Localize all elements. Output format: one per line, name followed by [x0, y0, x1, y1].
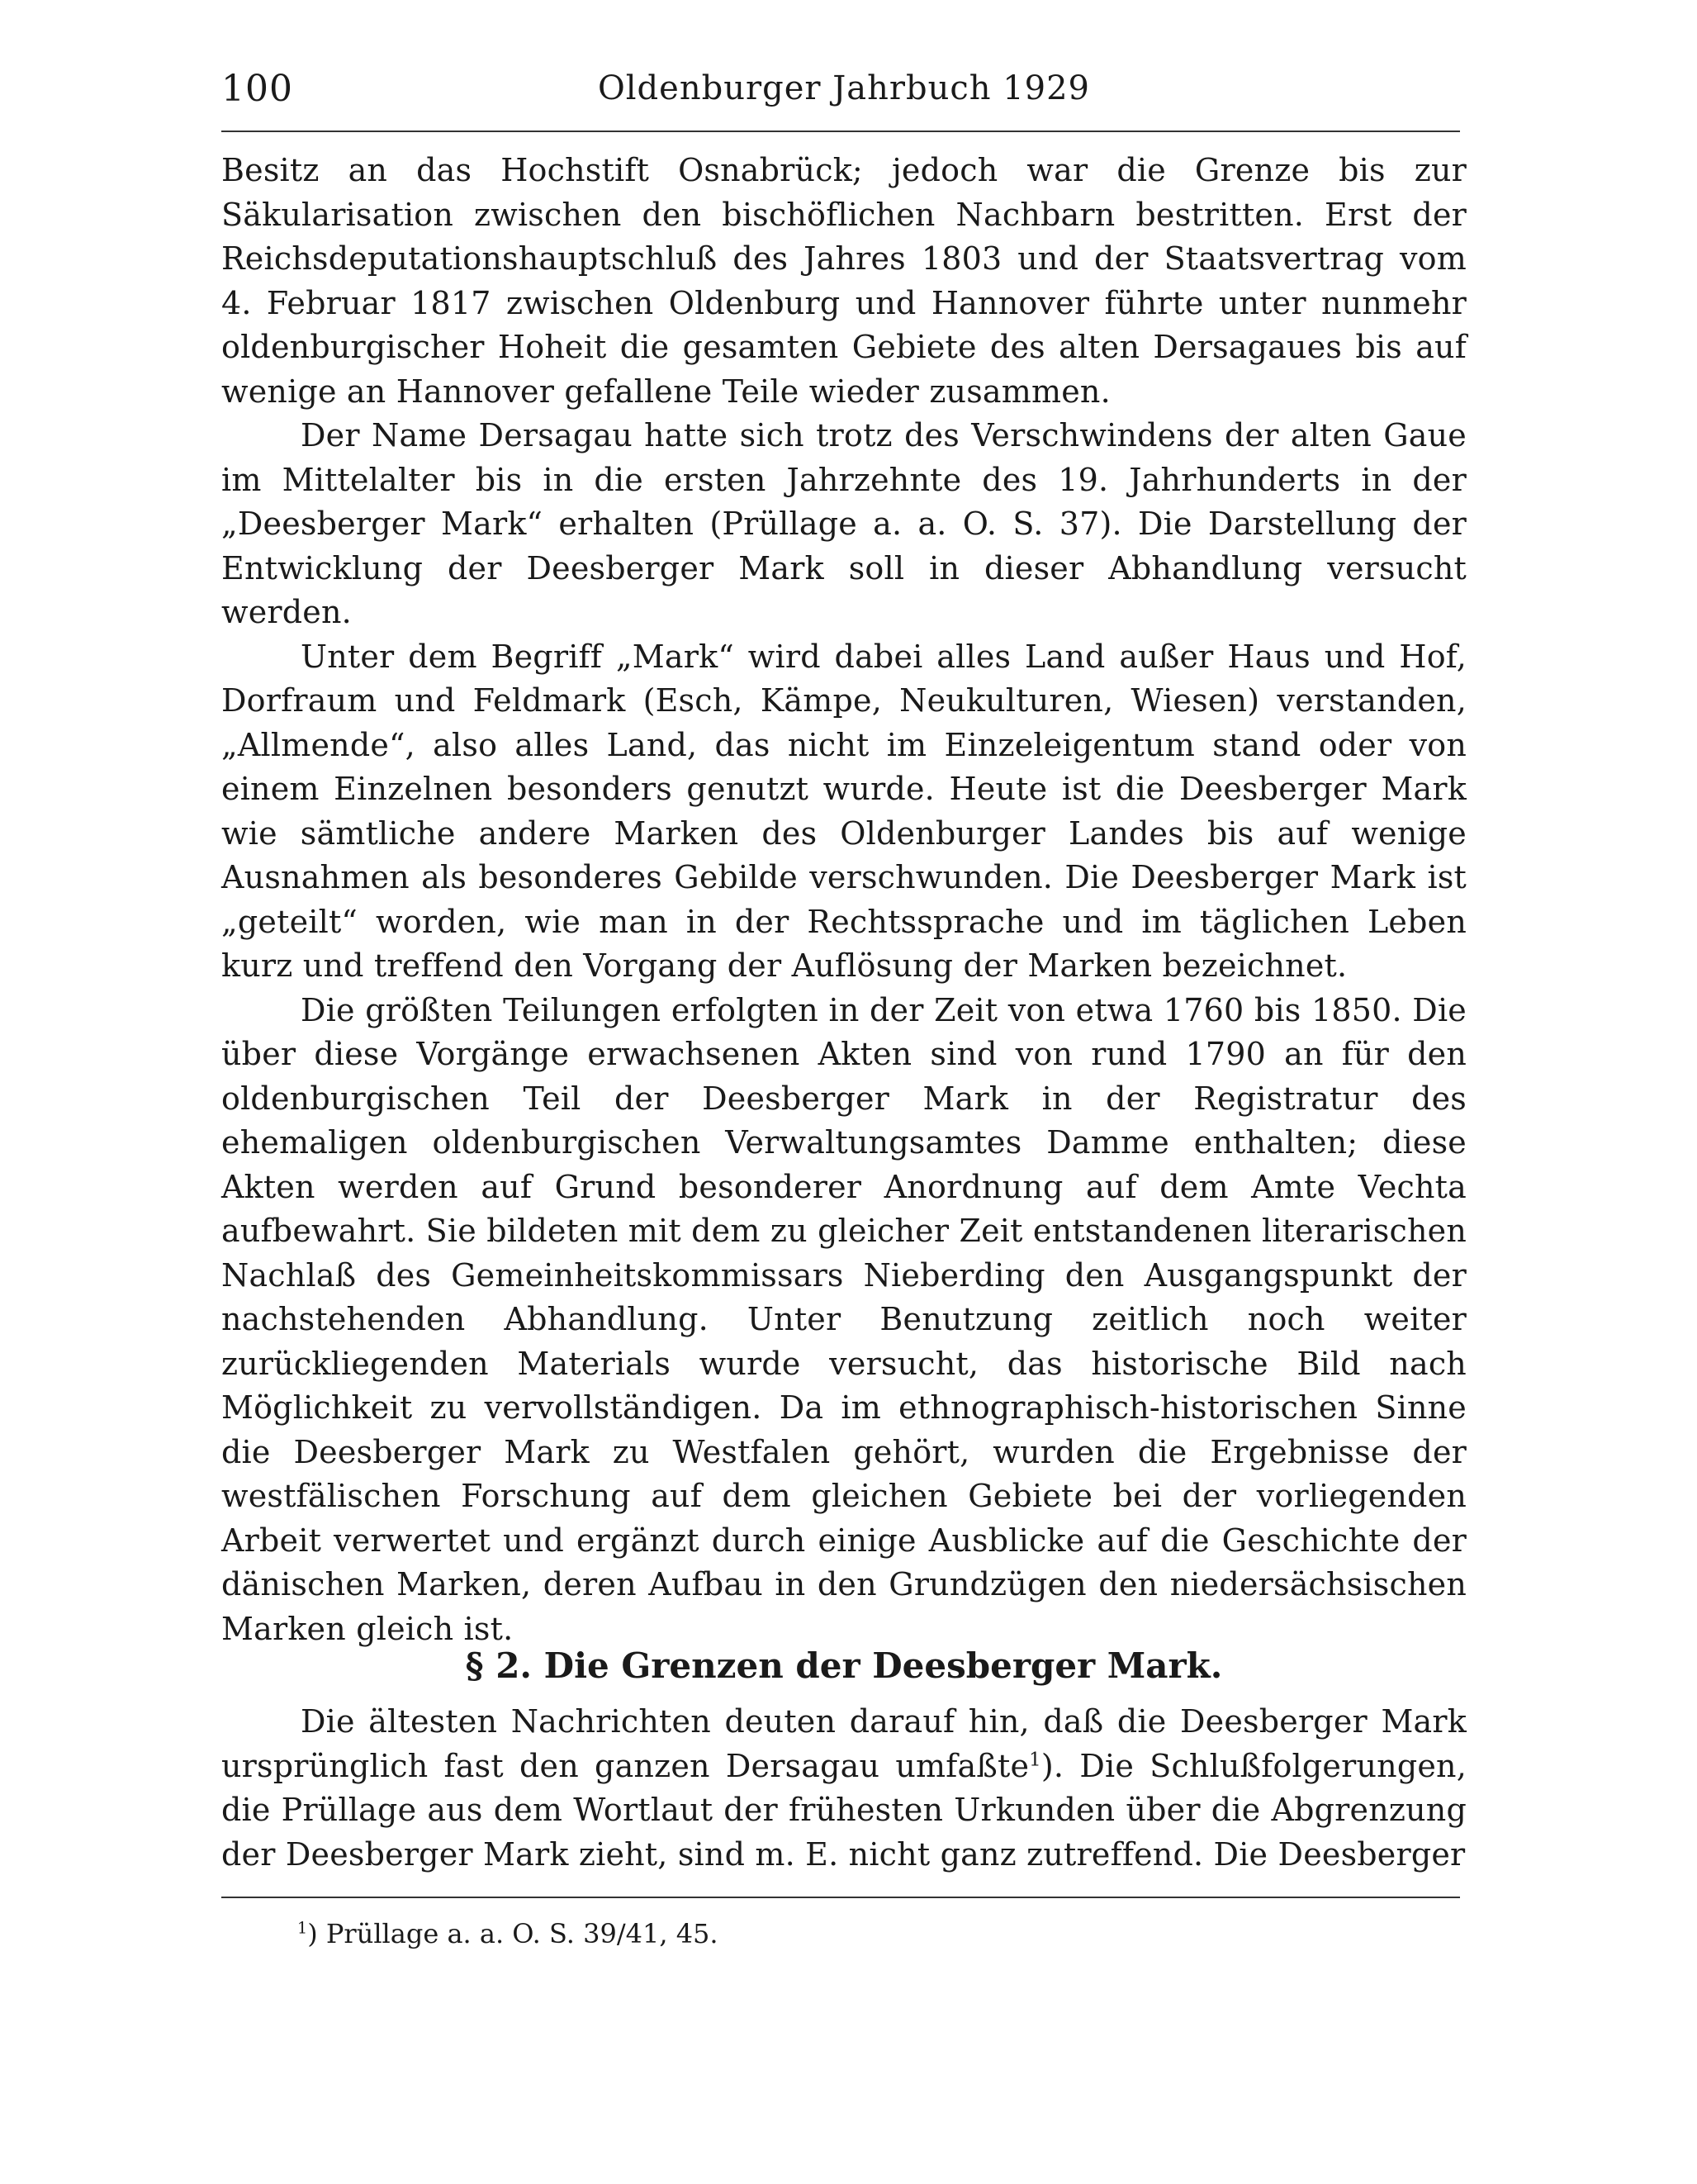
paragraph-2: Der Name Dersagau hatte sich trotz des Verschwindens der alten Gaue im Mittelalter bis in die ersten Jahrzehnte des 19. Jahrhunderts in der „Deesberger Mark“ erhalten (Prüllage a. a. O. S. 37). Die Darstellung der Entwicklung der Deesberger Mark soll in dieser Abhandlung versucht werden. [221, 417, 1467, 630]
body-text [221, 149, 1467, 1651]
page-number: 100 [221, 68, 293, 110]
footnote-marker: 1 [297, 1918, 308, 1938]
paragraph-5-text-a: Die ältesten Nachrichten deuten darauf hin, daß die Deesberger Mark ursprünglich fast den ganzen Dersagau umfaßte [221, 1703, 1467, 1784]
document-page [221, 33, 1467, 2148]
paragraph-3: Unter dem Begriff „Mark“ wird dabei alles Land außer Haus und Hof, Dorfraum und Feldmark (Esch, Kämpe, Neukulturen, Wiesen) verstanden, „Allmende“, also alles Land, das nicht im Einzeleigentum stand oder von einem Einzelnen besonders genutzt wurde. Heute ist die Deesberger Mark wie sämtliche andere Marken des Oldenburger Landes bis auf wenige Ausnahmen als besonderes Gebilde verschwunden. Die Deesberger Mark ist „geteilt“ worden, wie man in der Rechtssprache und im täglichen Leben kurz und treffend den Vorgang der Auflösung der Marken bezeichnet. [221, 638, 1467, 984]
paragraph-1: Besitz an das Hochstift Osnabrück; jedoch war die Grenze bis zur Säkularisation zwischen den bischöflichen Nachbarn bestritten. Erst der Reichsdeputationshauptschluß des Jahres 1803 und der Staatsvertrag vom 4. Februar 1817 zwischen Oldenburg und Hannover führte unter nunmehr oldenburgischer Hoheit die gesamten Gebiete des alten Dersagaues bis auf wenige an Hannover gefallene Teile wieder zusammen. [221, 152, 1467, 410]
footnote-reference: 1 [1029, 1748, 1041, 1770]
footnote-text: ) Prüllage a. a. O. S. 39/41, 45. [307, 1918, 718, 1949]
running-head [221, 58, 1467, 116]
paragraph-5 [221, 1700, 1467, 1877]
section-body [221, 1700, 1467, 1877]
journal-title: Oldenburger Jahrbuch 1929 [597, 69, 1091, 107]
footnote [297, 1918, 718, 1949]
header-rule [221, 131, 1460, 132]
section-heading: § 2. Die Grenzen der Deesberger Mark. [465, 1645, 1223, 1686]
paragraph-5-text-b: ). Die Schlußfolgerungen, die Prüllage aus dem Wortlaut der frühesten Urkunden über die Abgrenzung der Deesberger Mark zieht, sind m. E. nicht ganz zutreffend. Die Deesberger [221, 1747, 1467, 1873]
footnote-rule [221, 1897, 1460, 1898]
paragraph-4: Die größten Teilungen erfolgten in der Zeit von etwa 1760 bis 1850. Die über diese Vorgänge erwachsenen Akten sind von rund 1790 an für den oldenburgischen Teil der Deesberger Mark in der Registratur des ehemaligen oldenburgischen Verwaltungsamtes Damme enthalten; diese Akten werden auf Grund besonderer Anordnung auf dem Amte Vechta aufbewahrt. Sie bildeten mit dem zu gleicher Zeit entstandenen literarischen Nachlaß des Gemeinheitskommissars Nieberding den Ausgangspunkt der nachstehenden Abhandlung. Unter Benutzung zeitlich noch weiter zurückliegenden Materials wurde versucht, das historische Bild nach Möglichkeit zu vervollständigen. Da im ethnographisch-historischen Sinne die Deesberger Mark zu Westfalen gehört, wurden die Ergebnisse der westfälischen Forschung auf dem gleichen Gebiete bei der vorliegenden Arbeit verwertet und ergänzt durch einige Ausblicke auf die Geschichte der dänischen Marken, deren Aufbau in den Grundzügen den niedersächsischen Marken gleich ist. [221, 991, 1467, 1647]
